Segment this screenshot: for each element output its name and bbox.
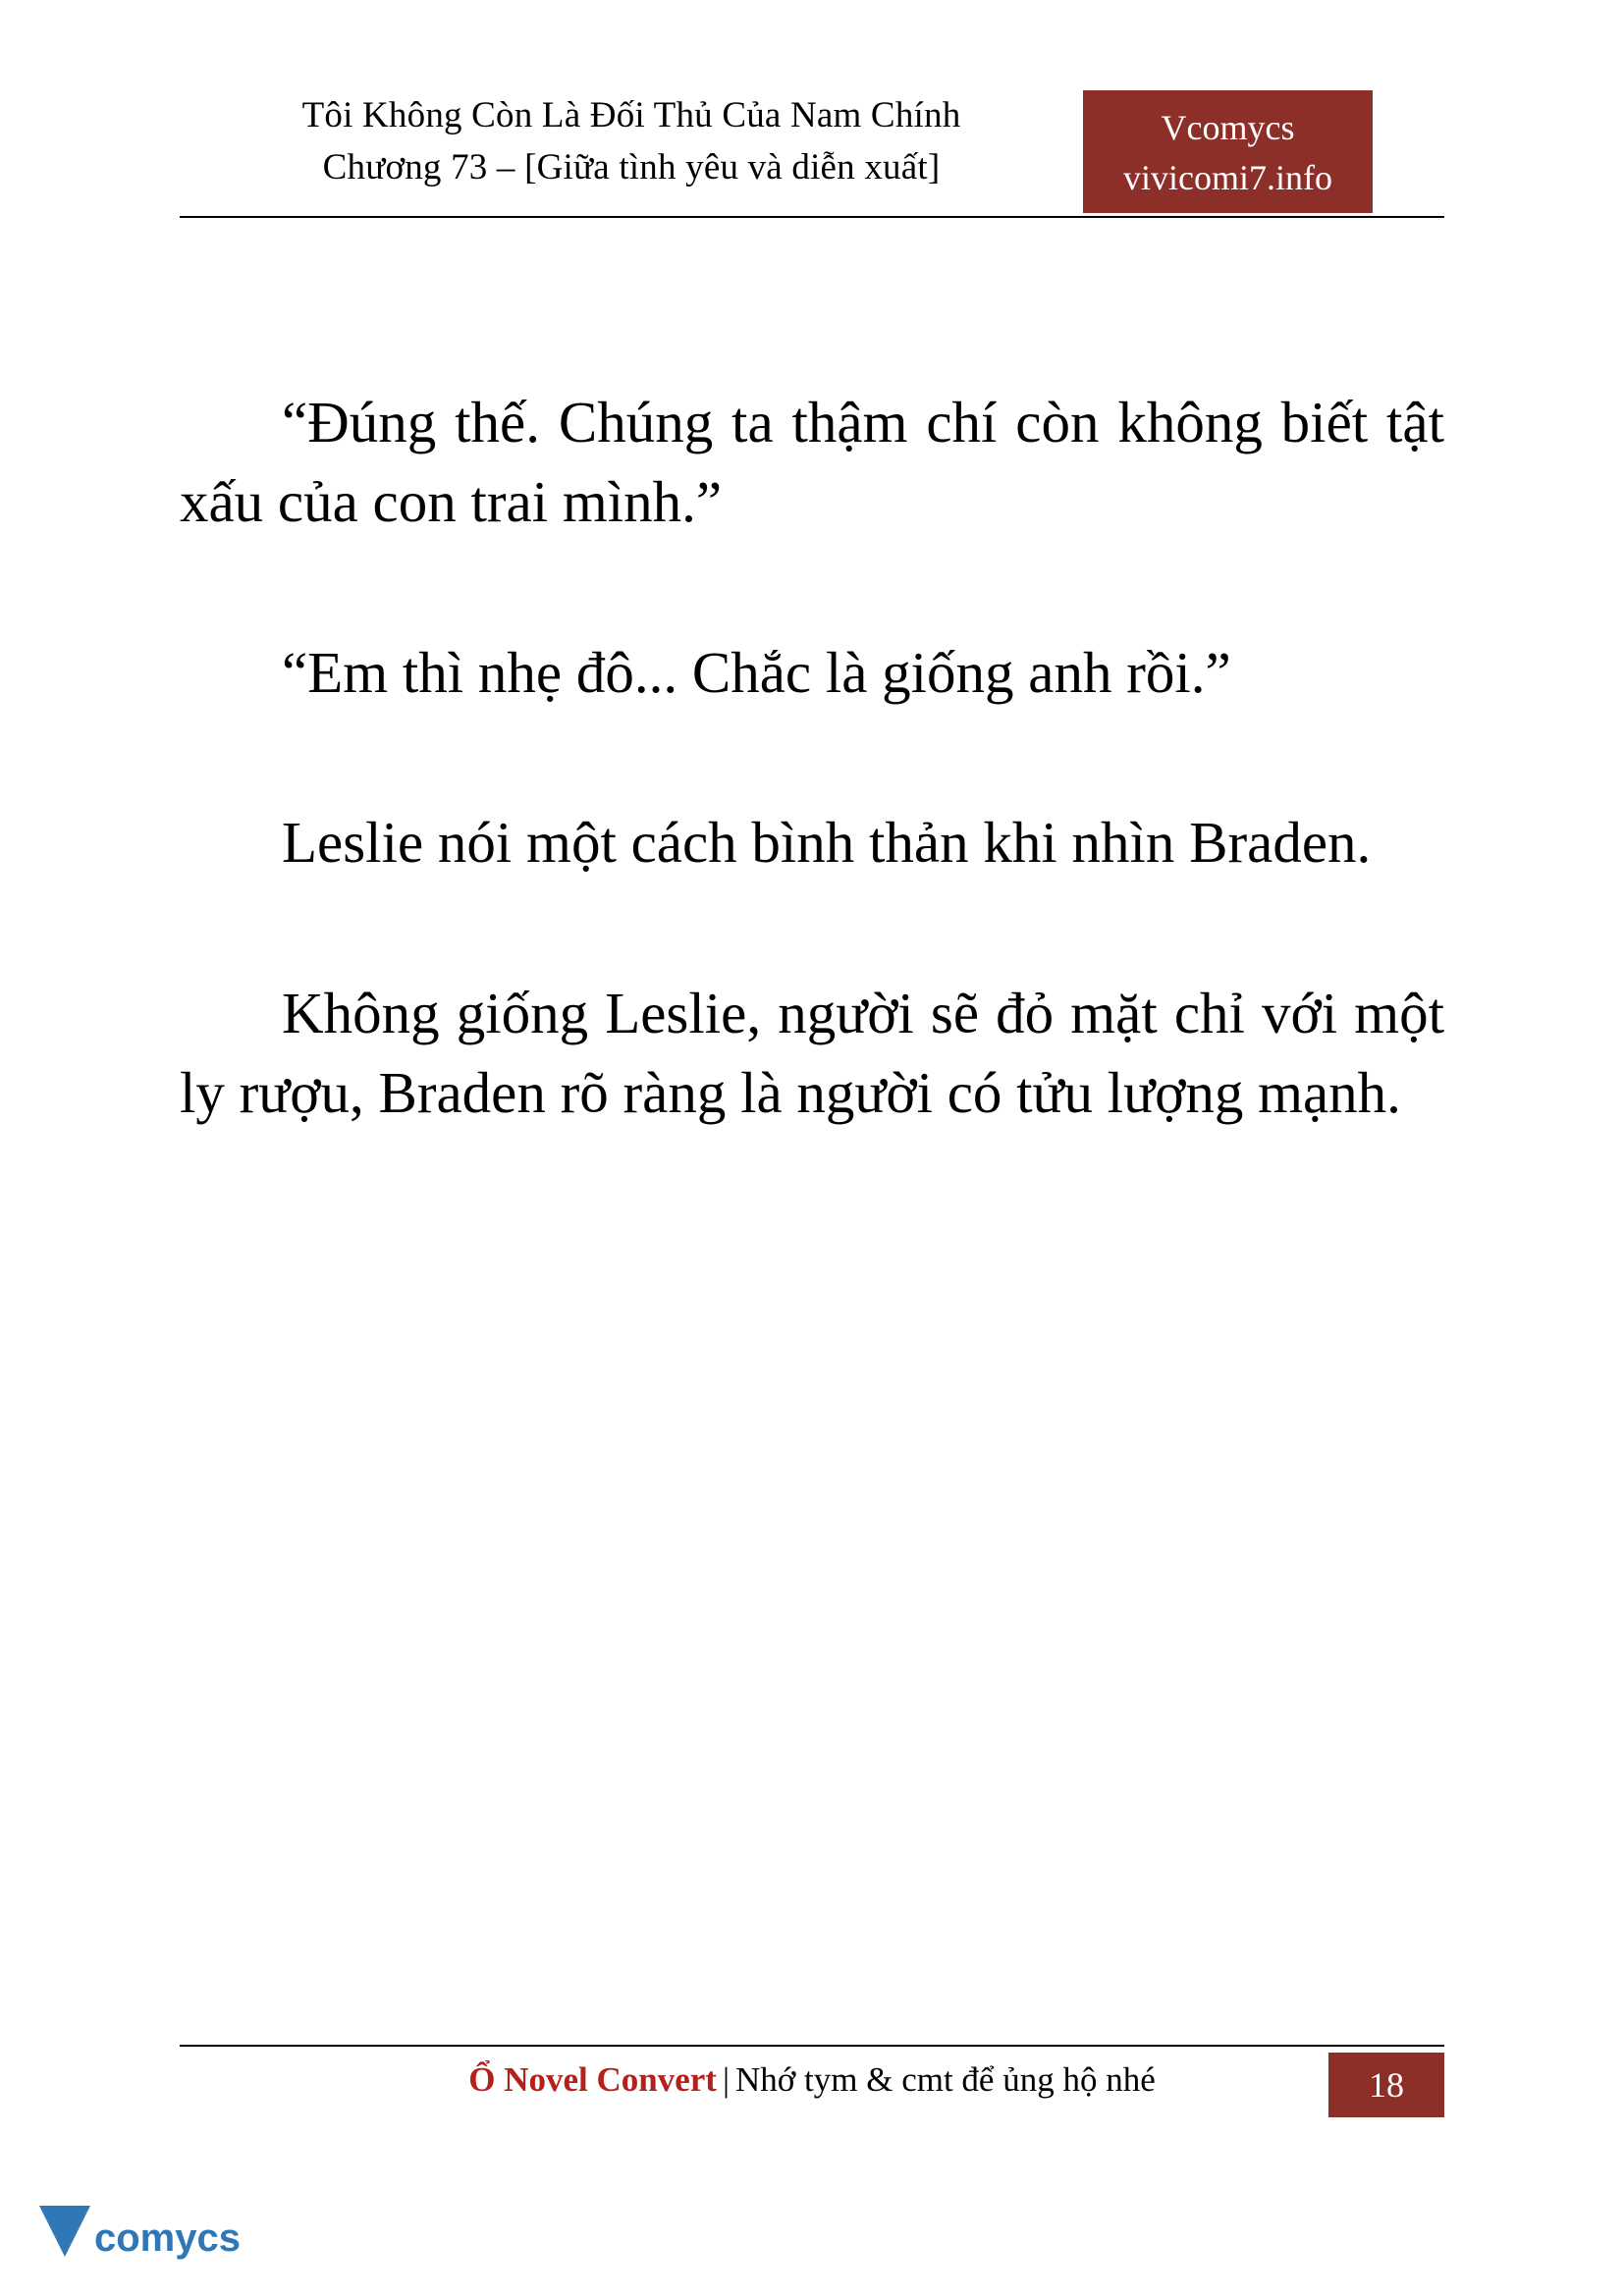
header-badge-brand: Vcomycs (1161, 108, 1295, 147)
header-title-line-2: Chương 73 – [Giữa tình yêu và diễn xuất] (322, 146, 941, 187)
page-header (180, 90, 1444, 218)
footer-separator: | (722, 2060, 730, 2099)
header-title-line-1: Tôi Không Còn Là Đối Thủ Của Nam Chính (301, 95, 961, 135)
body-paragraph-1: “Đúng thế. Chúng ta thậm chí còn không biết tật xấu của con trai mình.” (180, 390, 1444, 535)
header-site-badge (1083, 90, 1373, 213)
body-paragraph-3: Leslie nói một cách bình thản khi nhìn Braden. (282, 810, 1372, 876)
page-footer (180, 2045, 1444, 2121)
svg-text:comycs: comycs (94, 2216, 241, 2260)
body-paragraph-4: Không giống Leslie, người sẽ đỏ mặt chỉ với một ly rượu, Braden rõ ràng là người có tửu lượng mạnh. (180, 980, 1444, 1126)
header-badge-url: vivicomi7.info (1123, 158, 1332, 198)
page-number-badge: 18 (1328, 2053, 1444, 2117)
footer-text-block (180, 2060, 1444, 2100)
header-title-block (180, 90, 1083, 193)
watermark-icon (35, 2200, 261, 2278)
footer-brand: Ổ Novel Convert (468, 2060, 717, 2099)
body-paragraph-2: “Em thì nhẹ đô... Chắc là giống anh rồi.” (282, 639, 1231, 705)
vcomycs-watermark-logo (35, 2200, 261, 2278)
page-content (180, 383, 1444, 1133)
footer-note: Nhớ tym & cmt để ủng hộ nhé (734, 2060, 1156, 2099)
